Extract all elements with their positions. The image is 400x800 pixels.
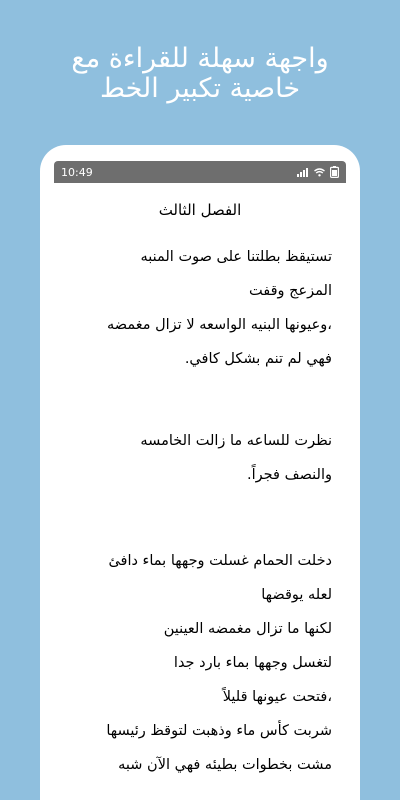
promo-title-line-1: واجهة سهلة للقراءة مع [71, 43, 329, 74]
text-line: المزعج وقفت [249, 283, 332, 299]
text-line: لعله يوقضها [261, 587, 332, 603]
status-icons [297, 166, 339, 178]
phone-frame [40, 145, 360, 800]
text-line: شربت كأس ماء وذهبت لتوقظ رئيسها [106, 723, 332, 739]
text-line: لتغسل وجهها بماء بارد جدا [173, 655, 332, 671]
status-time: 10:49 [61, 165, 93, 179]
text-line: فهي لم تنم بشكل كافي. [184, 351, 332, 367]
text-line: ،وعيونها البنيه الواسعه لا تزال مغمضه [107, 317, 332, 333]
text-line: تستيقظ بطلتنا على صوت المنبه [140, 249, 332, 265]
promo-title-line-2: خاصية تكبير الخط [99, 73, 301, 104]
reader-page[interactable] [54, 183, 346, 800]
paragraph-2 [54, 424, 346, 492]
text-line: لكنها ما تزال مغمضه العينين [163, 621, 332, 637]
paragraph-3 [54, 544, 346, 782]
paragraph-1 [54, 240, 346, 376]
chapter-title: الفصل الثالث [158, 201, 242, 219]
promo-title [0, 44, 400, 104]
battery-icon [330, 166, 339, 178]
text-line: والنصف فجراً. [247, 467, 332, 483]
text-line: ،فتحت عيونها قليلاً [222, 689, 332, 705]
text-line: مشت بخطوات بطيئه فهي الآن شبه [118, 757, 332, 773]
text-line: نظرت للساعه ما زالت الخامسه [140, 433, 332, 449]
status-bar [54, 161, 346, 183]
wifi-icon [314, 168, 325, 177]
text-line: دخلت الحمام غسلت وجهها بماء دافئ [108, 553, 332, 569]
signal-icon [297, 168, 309, 177]
